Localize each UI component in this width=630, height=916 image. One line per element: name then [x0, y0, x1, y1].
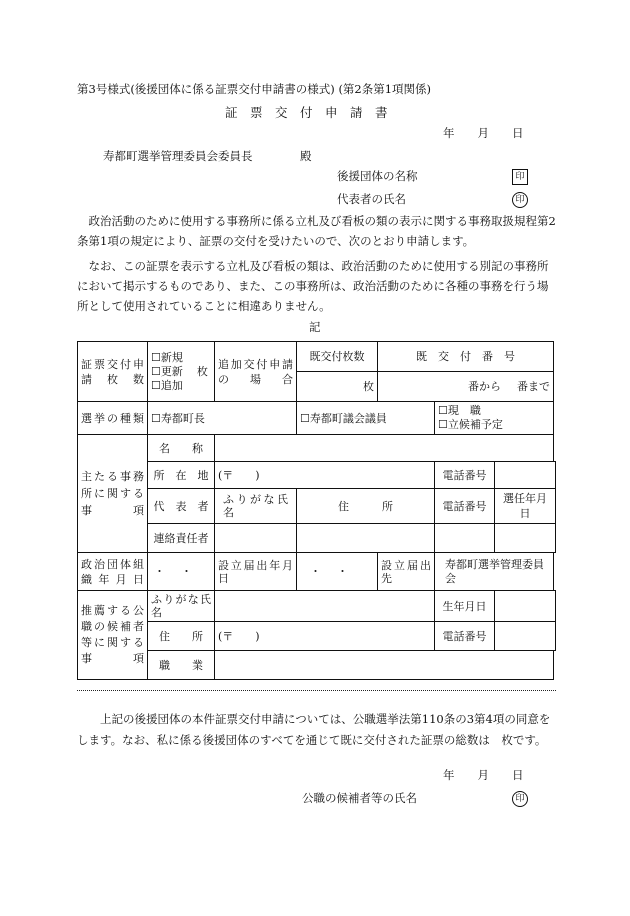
candidate-section-label: 推薦する公職の候補者等に関する事項: [78, 591, 148, 680]
appointed-date-label: 選任年月日: [495, 489, 556, 524]
filing-destination-label: 設立届出先: [378, 553, 435, 591]
issued-number-label: 既 交 付 番 号: [378, 342, 554, 372]
birth-date-label: 生年月日: [435, 591, 495, 622]
office-phone-field[interactable]: [495, 462, 556, 489]
mayor-checkbox[interactable]: ☐寿都町長: [148, 402, 297, 435]
org-founded-date-field[interactable]: ・・: [148, 553, 215, 591]
contact-address-field[interactable]: [297, 524, 435, 553]
candidate-consent-text: 上記の後援団体の本件証票交付申請については、公職選挙法第110条の3第4項の同意をします。なお、私に係る後援団体のすべてを通じて既に交付された証票の総数は 枚です。: [77, 712, 551, 747]
rep-phone-label: 電話番号: [435, 489, 495, 524]
candidate-phone-label: 電話番号: [435, 622, 495, 651]
org-seal-icon: 印: [512, 169, 528, 185]
rep-seal-icon: 印: [512, 192, 528, 208]
candidate-furigana-name-label: ふりがな氏名: [148, 591, 215, 622]
document-title: 証 票 交 付 申 請 書: [225, 105, 388, 120]
candidate-name-field[interactable]: [215, 591, 435, 622]
office-location-label: 所 在 地: [148, 462, 215, 489]
candidate-seal-icon: 印: [512, 791, 528, 807]
filing-date-label: 設立届出年月日: [215, 553, 297, 591]
candidate-name-label: 公職の候補者等の氏名: [302, 791, 417, 805]
additional-request-label: 追加交付申請の場合: [215, 342, 297, 402]
addressee-honorific: 殿: [300, 149, 312, 163]
rep-address-label: 住 所: [297, 489, 435, 524]
representative-row-label: 代 表 者: [148, 489, 215, 524]
issued-number-range-field[interactable]: 番から 番まで: [378, 372, 554, 402]
office-location-field[interactable]: (〒 ): [215, 462, 435, 489]
application-form-table: [77, 341, 556, 680]
office-phone-label: 電話番号: [435, 462, 495, 489]
add-checkbox[interactable]: ☐追加: [151, 378, 183, 392]
issued-count-field[interactable]: 枚: [297, 372, 378, 402]
contact-name-field[interactable]: [215, 524, 297, 553]
incumbent-checkbox[interactable]: ☐現 職: [438, 404, 481, 417]
candidate-address-label: 住 所: [148, 622, 215, 651]
org-name-label: 後援団体の名称: [337, 169, 418, 183]
election-type-label: 選挙の種類: [78, 402, 148, 435]
main-office-label: 主たる事務所に関する事項: [78, 435, 148, 553]
issued-count-label: 既交付枚数: [297, 342, 378, 372]
occupation-field[interactable]: [215, 651, 554, 680]
status-options[interactable]: [435, 402, 554, 435]
addressee-name: 寿都町選挙管理委員会委員長: [103, 149, 253, 163]
sheet-count-label: 証票交付申請枚数: [78, 342, 148, 402]
request-type-options[interactable]: [148, 342, 215, 402]
candidate-phone-field[interactable]: [495, 622, 556, 651]
update-checkbox[interactable]: ☐更新 枚: [151, 364, 208, 378]
declaration-paragraph-2: なお、この証票を表示する立札及び看板の類は、政治活動のために使用する別記の事務所において掲示するものであり、また、この事務所は、政治活動のために各種の事務を行う場所として使用されていることに相違ありません。: [77, 259, 549, 313]
filing-date-field[interactable]: ・・: [297, 553, 378, 591]
application-date: 年 月 日: [443, 126, 524, 140]
birth-date-field[interactable]: [495, 591, 556, 622]
sheet-unit: 枚: [196, 364, 208, 378]
representative-label: 代表者の氏名: [337, 192, 406, 206]
occupation-label: 職 業: [148, 651, 215, 680]
contact-phone-field[interactable]: [435, 524, 495, 553]
declaration-paragraph-1: 政治活動のために使用する事務所に係る立札及び看板の類の表示に関する事務取扱規程第2条第1項の規定により、証票の交付を受けたいので、次のとおり申請します。: [77, 214, 556, 248]
office-name-field[interactable]: [215, 435, 554, 462]
council-checkbox[interactable]: ☐寿都町議会議員: [297, 402, 435, 435]
ki-heading: 記: [309, 320, 321, 334]
filing-destination-value: 寿都町選挙管理委員会: [435, 553, 554, 591]
consent-date: 年 月 日: [443, 768, 524, 782]
contact-person-label: 連絡責任者: [148, 524, 215, 553]
office-name-label: 名 称: [148, 435, 215, 462]
candidate-address-field[interactable]: (〒 ): [215, 622, 435, 651]
rep-furigana-name-label: ふりがな氏名: [215, 489, 297, 524]
form-number: 第3号様式(後援団体に係る証票交付申請書の様式) (第2条第1項関係): [77, 82, 432, 96]
candidate-checkbox[interactable]: ☐立候補予定: [438, 418, 503, 431]
org-founded-label: 政治団体組織年月日: [78, 553, 148, 591]
appointed-date-field[interactable]: [495, 524, 556, 553]
divider-dotted: [77, 690, 556, 691]
new-checkbox[interactable]: ☐新規: [151, 350, 183, 364]
